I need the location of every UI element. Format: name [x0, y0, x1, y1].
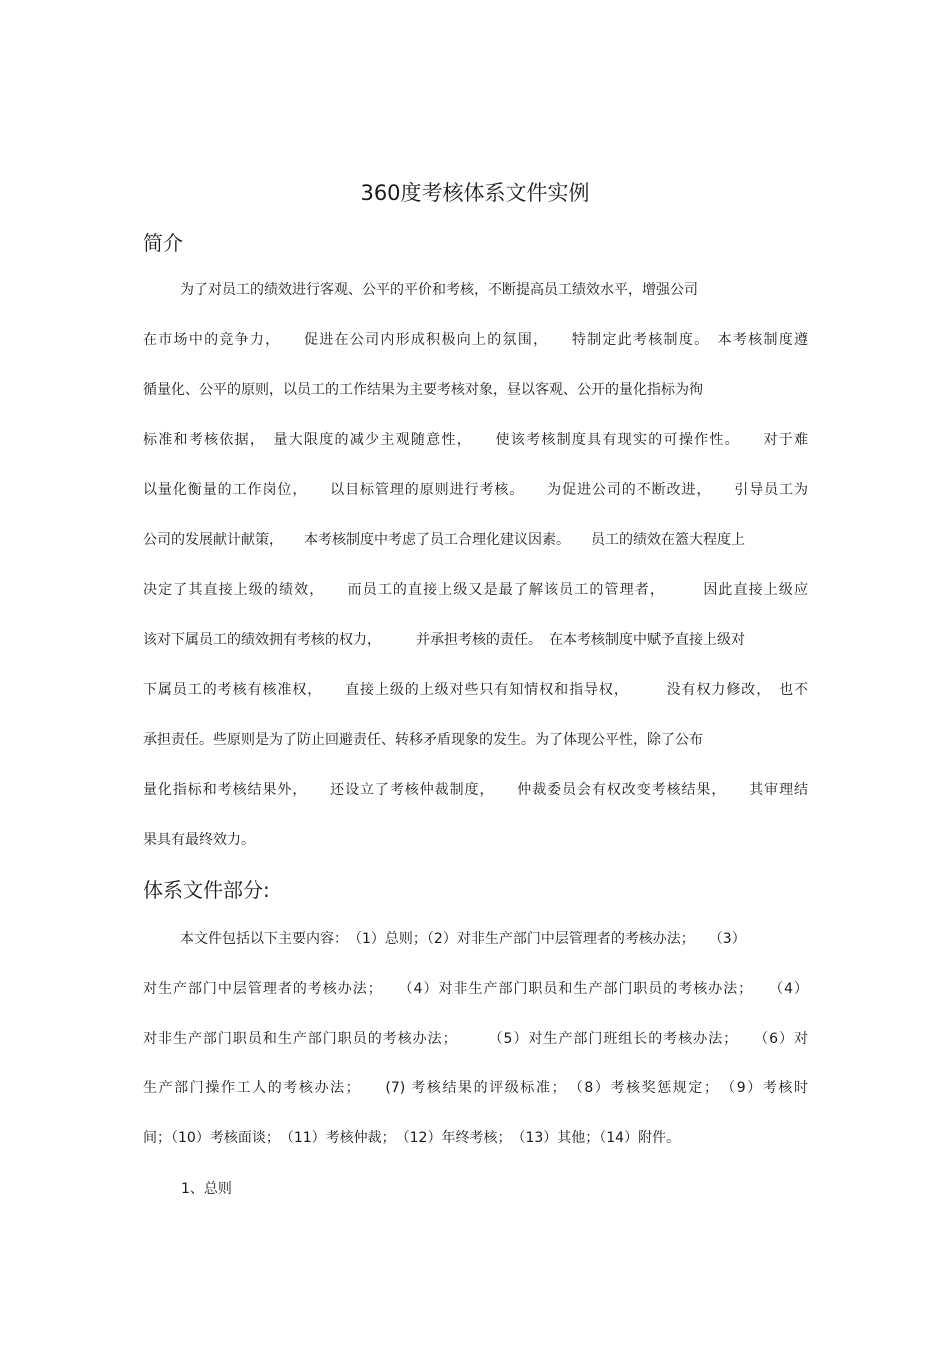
document-title: 360度考核体系文件实例	[360, 181, 590, 205]
system-paragraph-line: 对生产部门中层管理者的考核办法； （4）对非生产部门职员和生产部门职员的考核办法； （4）	[143, 981, 808, 997]
intro-paragraph-line: 下属员工的考核有核准权， 直接上级的上级对些只有知情权和指导权， 没有权力修改， 也不	[143, 682, 808, 698]
intro-paragraph-line: 决定了其直接上级的绩效， 而员工的直接上级又是最了解该员工的管理者， 因此直接上级应	[143, 582, 808, 598]
intro-paragraph-line: 承担责任。些原则是为了防止回避责任、转移矛盾现象的发生。为了体现公平性，除了公布	[143, 732, 703, 748]
section-heading-system: 体系文件部分:	[143, 878, 270, 902]
intro-paragraph-line: 果具有最终效力。	[143, 832, 255, 848]
intro-paragraph-line: 公司的发展献计献策， 本考核制度中考虑了员工合理化建议因素。 员工的绩效在篕大程度上	[143, 532, 745, 548]
intro-paragraph-line: 以量化衡量的工作岗位， 以目标管理的原则进行考核。 为促进公司的不断改进， 引导员工为	[143, 482, 808, 498]
system-paragraph-line: 生产部门操作工人的考核办法； (7) 考核结果的评级标准； （8）考核奖惩规定； （9）考核时	[143, 1080, 808, 1096]
system-paragraph-line: 对非生产部门职员和生产部门职员的考核办法； （5）对生产部门班组长的考核办法； （6）对	[143, 1031, 808, 1047]
intro-paragraph-line: 标准和考核依据， 量大限度的减少主观随意性， 使该考核制度具有现实的可操作性。 对于难	[143, 432, 808, 448]
intro-paragraph-line: 该对下属员工的绩效拥有考核的权力， 并承担考核的责任。 在本考核制度中赋予直接上级对	[143, 632, 745, 648]
list-item-general: 1、总则	[181, 1181, 232, 1197]
intro-paragraph-line: 量化指标和考核结果外， 还设立了考核仲裁制度， 仲裁委员会有权改变考核结果， 其审理结	[143, 782, 808, 798]
intro-paragraph-line: 为了对员工的绩效进行客观、公平的平价和考核，不断提高员工绩效水平，增强公司	[180, 282, 698, 298]
system-paragraph-line: 间；（10）考核面谈； （11）考核仲裁； （12）年终考核； （13）其他；（14）附件。	[143, 1130, 681, 1146]
section-heading-intro: 简介	[143, 231, 183, 255]
intro-paragraph-line: 循量化、公平的原则，以员工的工作结果为主要考核对象，昼以客观、公开的量化指标为徇	[143, 382, 703, 398]
system-paragraph-line: 本文件包括以下主要内容： （1）总则；（2）对非生产部门中层管理者的考核办法； （3）	[180, 931, 746, 947]
intro-paragraph-line: 在市场中的竞争力， 促进在公司内形成积极向上的氛围， 特制定此考核制度。 本考核制度遵	[143, 332, 808, 348]
